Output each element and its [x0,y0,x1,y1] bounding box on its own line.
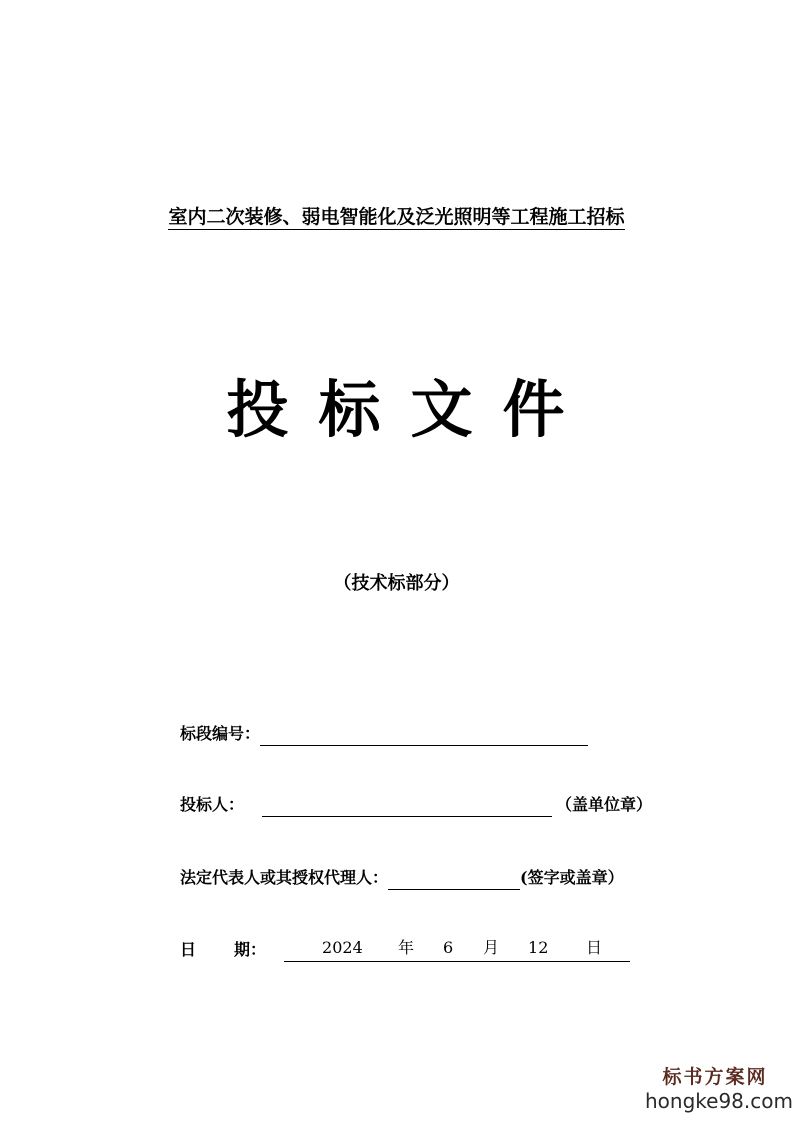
date-line [284,939,630,962]
document-subtitle: （技术标部分） [333,573,460,594]
date-month: 6 [443,938,454,957]
bidder-label: 投标人： [180,795,245,814]
section-number-row [180,722,588,746]
bidder-line [262,796,552,817]
date-label-period: 期： [234,940,267,959]
date-label-day-char: 日 [180,940,197,959]
section-number-label: 标段编号： [180,724,261,743]
document-title: 投标文件 [226,373,595,446]
date-year: 2024 [322,938,363,957]
bidder-suffix: （盖单位章） [556,795,653,814]
watermark-domain: hongke98.com [645,1089,793,1113]
date-day: 12 [528,938,549,957]
project-title-text: 室内二次装修、弱电智能化及泛光照明等工程施工招标 [168,206,625,228]
date-year-unit: 年 [398,938,415,957]
date-month-unit: 月 [483,938,500,957]
representative-suffix: (签字或盖章） [520,868,624,887]
date-day-unit: 日 [586,938,603,957]
representative-label: 法定代表人或其授权代理人： [180,868,389,887]
watermark-chinese: 标书方案网 [662,1066,768,1088]
representative-row [180,866,624,890]
date-row [180,938,630,962]
project-title [0,204,793,230]
section-number-line [260,725,588,746]
bidder-row [180,793,652,817]
watermark-logo [645,1066,793,1113]
representative-line [388,869,520,890]
